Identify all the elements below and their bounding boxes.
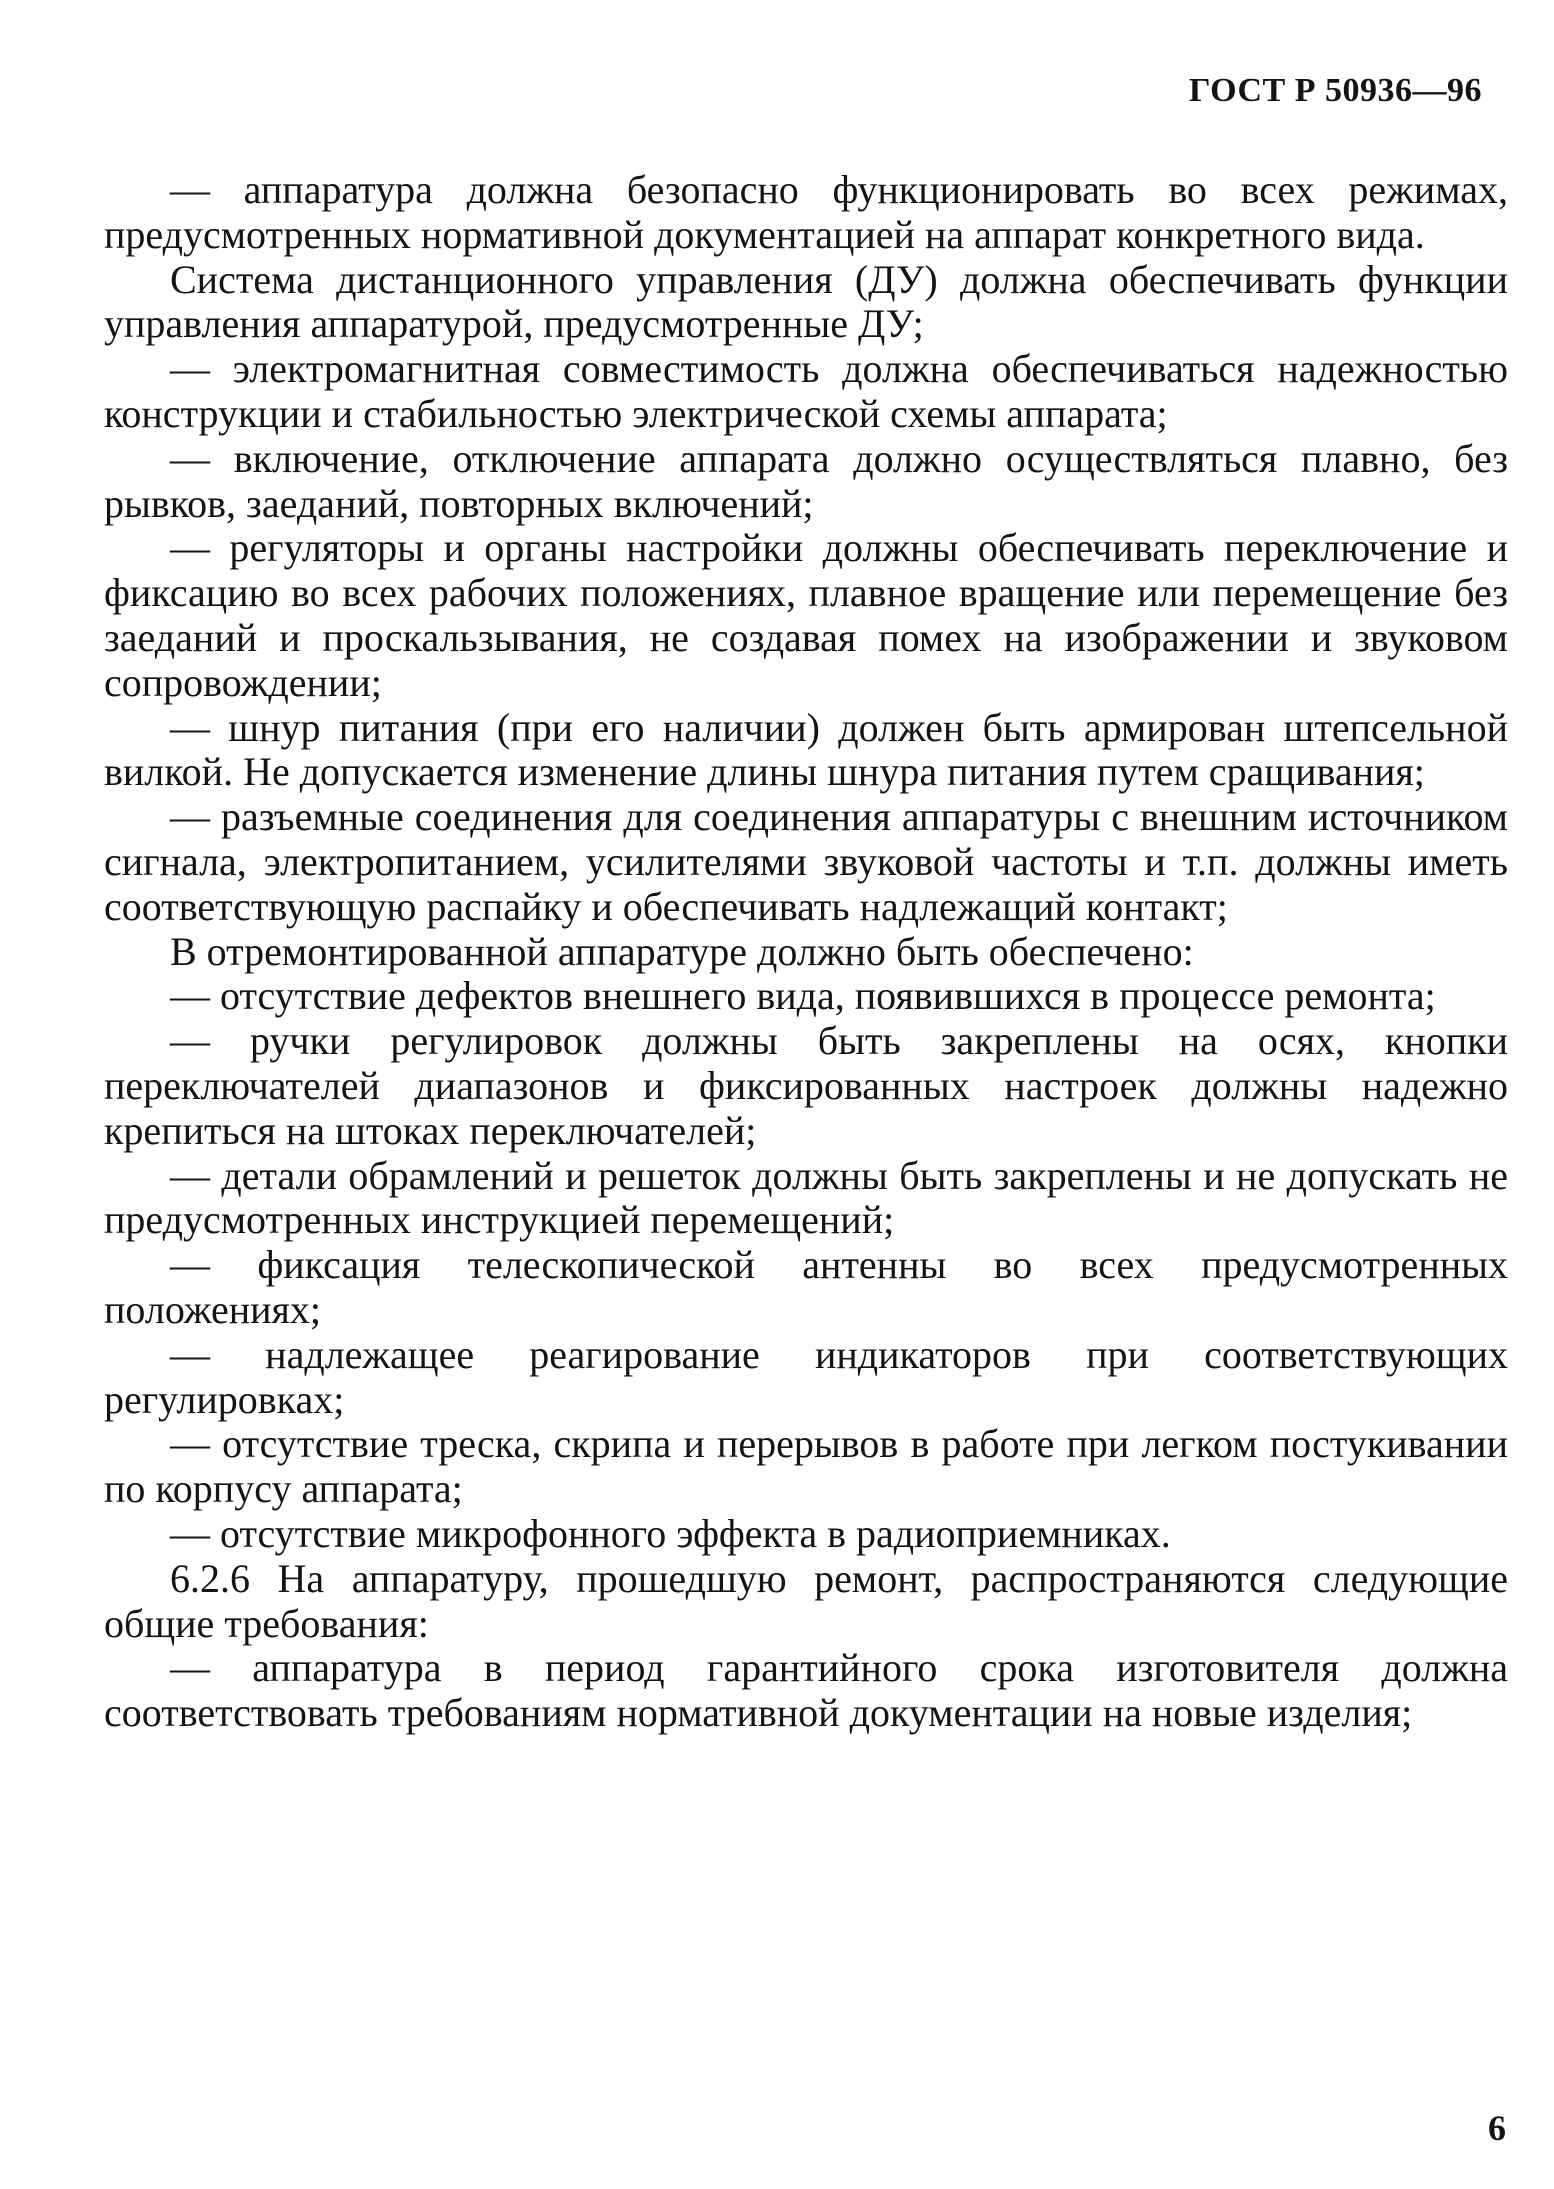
page-body — [104, 168, 1508, 1736]
paragraph-4: — включение, отключение аппарата должно осуществляться плавно, без рывков, заеданий, повторных включений; — [104, 435, 1508, 526]
paragraph-13: — надлежащее реагирование индикаторов при соответствующих регулировках; — [104, 1331, 1508, 1422]
page-number: 6 — [1488, 2108, 1506, 2148]
paragraph-2: Система дистанционного управления (ДУ) должна обеспечивать функции управления аппаратурой, предусмотренные ДУ; — [104, 256, 1508, 347]
paragraph-8: В отремонтированной аппаратуре должно быть обеспечено: — [170, 928, 1194, 974]
paragraph-3: — электромагнитная совместимость должна обеспечиваться надежностью конструкции и стабильностью электрической схемы аппарата; — [104, 346, 1508, 436]
paragraph-7: — разъемные соединения для соединения аппаратуры с внешним источником сигнала, электропитанием, усилителями звуковой частоты и т.п. должны иметь соответствующую распайку и обеспечивать надлежащий контакт; — [104, 794, 1508, 929]
paragraph-16: 6.2.6 На аппаратуру, прошедшую ремонт, распространяются следующие общие требования: — [104, 1555, 1508, 1646]
paragraph-11: — детали обрамлений и решеток должны быть закреплены и не допускать не предусмотренных инструкцией перемещений; — [104, 1152, 1508, 1243]
paragraph-1: — аппаратура должна безопасно функционировать во всех режимах, предусмотренных нормативной документацией на аппарат конкретного вида. — [104, 167, 1508, 257]
paragraph-12: — фиксация телескопической антенны во всех предусмотренных положениях; — [104, 1242, 1508, 1332]
paragraph-17: — аппаратура в период гарантийного срока изготовителя должна соответствовать требованиям нормативной документации на новые изделия; — [104, 1645, 1508, 1736]
paragraph-5: — регуляторы и органы настройки должны обеспечивать переключение и фиксацию во всех рабочих положениях, плавное вращение или перемещение без заеданий и проскальзывания, не создавая помех на изображении и звуковом сопровождении; — [104, 525, 1508, 705]
document-code-header: ГОСТ Р 50936—96 — [1188, 72, 1482, 109]
paragraph-9: — отсутствие дефектов внешнего вида, появившихся в процессе ремонта; — [170, 973, 1436, 1019]
paragraph-14: — отсутствие треска, скрипа и перерывов в работе при легком постукивании по корпусу аппарата; — [104, 1421, 1508, 1512]
paragraph-15: — отсутствие микрофонного эффекта в радиоприемниках. — [170, 1510, 1171, 1556]
paragraph-10: — ручки регулировок должны быть закреплены на осях, кнопки переключателей диапазонов и фиксированных настроек должны надежно крепиться на штоках переключателей; — [104, 1018, 1508, 1153]
paragraph-6: — шнур питания (при его наличии) должен быть армирован штепсельной вилкой. Не допускается изменение длины шнура питания путем сращивания; — [104, 704, 1508, 795]
